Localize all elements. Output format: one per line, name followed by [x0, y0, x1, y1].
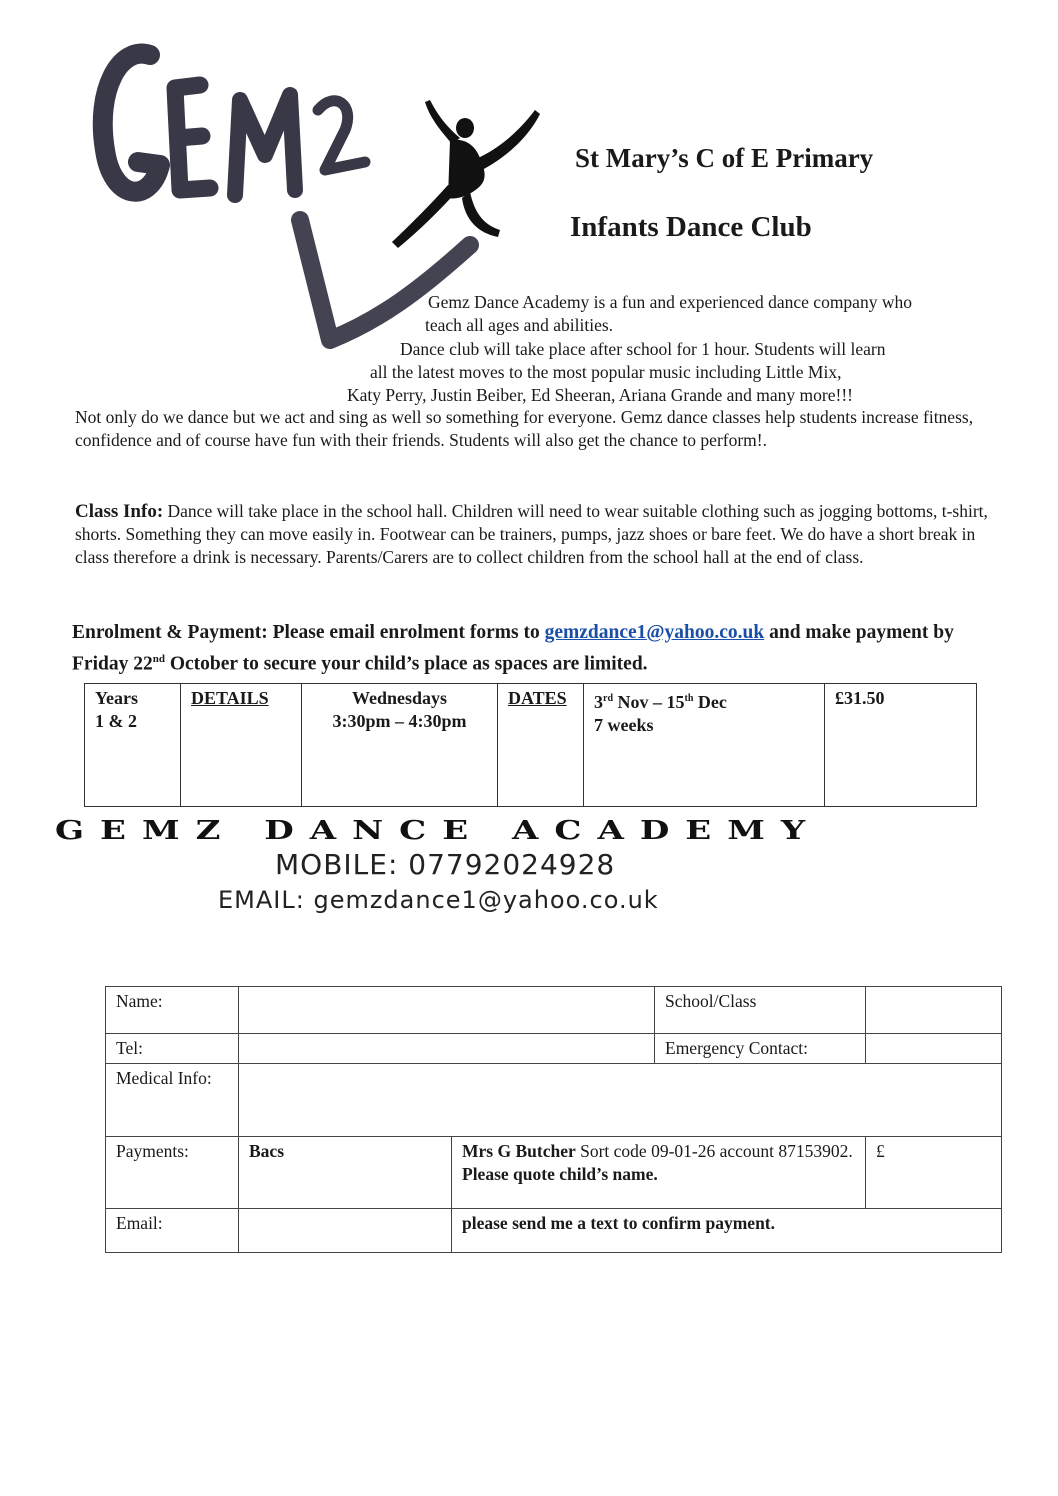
schedule-row: [85, 684, 977, 807]
dates-label: DATES: [498, 684, 584, 807]
text-confirm-note: please send me a text to confirm payment.: [452, 1209, 1002, 1253]
enrolment-text-1: Enrolment & Payment: Please email enrolment forms to: [72, 622, 545, 643]
emergency-label: Emergency Contact:: [655, 1034, 866, 1064]
class-info-text: Dance will take place in the school hall. Children will need to wear suitable clothing such as jogging bottoms, t-shirt, shorts. Something they can move easily in. Footwear can be trainers, pumps, jazz shoes or bare feet. We do have a short break in class therefore a drink is necessary. Parents/Carers are to collect children from the school hall at the end of class.: [75, 501, 988, 567]
enrolment-text-2: and make payment by Friday 22: [72, 622, 954, 675]
enrolment-email-link[interactable]: gemzdance1@yahoo.co.uk: [544, 622, 765, 643]
start-day: 3: [594, 692, 603, 712]
years-cell: [85, 684, 181, 807]
quote-note: Please quote child’s name.: [462, 1164, 658, 1184]
class-info-label: Class Info:: [75, 501, 164, 522]
schedule-table: [84, 683, 977, 807]
form-row-email: [106, 1209, 1002, 1253]
enrolment-notice: [72, 620, 1002, 678]
tel-label: Tel:: [106, 1034, 239, 1064]
bank-details: [452, 1137, 866, 1209]
end-month: Dec: [693, 692, 727, 712]
form-row-name: [106, 987, 1002, 1034]
intro-line-1: Gemz Dance Academy is a fun and experienced dance company who: [428, 292, 912, 312]
intro-line-5: Katy Perry, Justin Beiber, Ed Sheeran, Ariana Grande and many more!!!: [347, 385, 853, 405]
enrolment-sup: nd: [152, 653, 165, 665]
dates-range: [594, 687, 814, 714]
club-title: Infants Dance Club: [570, 211, 812, 243]
name-label: Name:: [106, 987, 239, 1034]
years-value: 1 & 2: [95, 711, 137, 731]
tel-field[interactable]: [239, 1034, 655, 1064]
bacs-label: Bacs: [239, 1137, 452, 1209]
bank-numbers: Sort code 09-01-26 account 87153902.: [575, 1141, 853, 1161]
emergency-field[interactable]: [866, 1034, 1002, 1064]
email-field[interactable]: [239, 1209, 452, 1253]
enrolment-form: [105, 986, 1002, 1253]
weeks-text: 7 weeks: [594, 715, 654, 735]
academy-email: EMAIL: gemzdance1@yahoo.co.uk: [218, 886, 659, 914]
years-label: Years: [95, 688, 138, 708]
bank-name: Mrs G Butcher: [462, 1141, 576, 1161]
medical-field[interactable]: [239, 1064, 1002, 1137]
class-info: [75, 500, 995, 569]
start-sup: rd: [603, 693, 613, 704]
intro-paragraph: Not only do we dance but we act and sing as well so something for everyone. Gemz dance classes help students increase fitness, confidence and of course have fun with their friends. Students will also get the chance to perform!.: [75, 407, 974, 450]
time-text: 3:30pm – 4:30pm: [332, 711, 467, 731]
time-cell: [302, 684, 498, 807]
name-field[interactable]: [239, 987, 655, 1034]
end-sup: th: [684, 693, 694, 704]
amount-field[interactable]: £: [866, 1137, 1002, 1209]
intro-line-3: Dance club will take place after school for 1 hour. Students will learn: [400, 339, 886, 359]
intro-line-2: teach all ages and abilities.: [425, 315, 614, 335]
form-row-tel: [106, 1034, 1002, 1064]
intro-line-4: all the latest moves to the most popular music including Little Mix,: [370, 362, 842, 382]
academy-banner: GEMZ DANCE ACADEMY: [55, 815, 822, 847]
enrolment-text-3: October to secure your child’s place as spaces are limited.: [164, 653, 648, 675]
dates-cell: [584, 684, 825, 807]
form-row-medical: [106, 1064, 1002, 1137]
start-month: Nov – 15: [613, 692, 685, 712]
school-name: St Mary’s C of E Primary: [575, 143, 874, 173]
details-label: DETAILS: [181, 684, 302, 807]
payments-label: Payments:: [106, 1137, 239, 1209]
school-class-field[interactable]: [866, 987, 1002, 1034]
school-class-label: School/Class: [655, 987, 866, 1034]
day-text: Wednesdays: [351, 688, 448, 708]
form-row-payments: [106, 1137, 1002, 1209]
price-cell: £31.50: [825, 684, 977, 807]
medical-label: Medical Info:: [106, 1064, 239, 1137]
email-label: Email:: [106, 1209, 239, 1253]
academy-mobile: MOBILE: 07792024928: [275, 848, 616, 881]
